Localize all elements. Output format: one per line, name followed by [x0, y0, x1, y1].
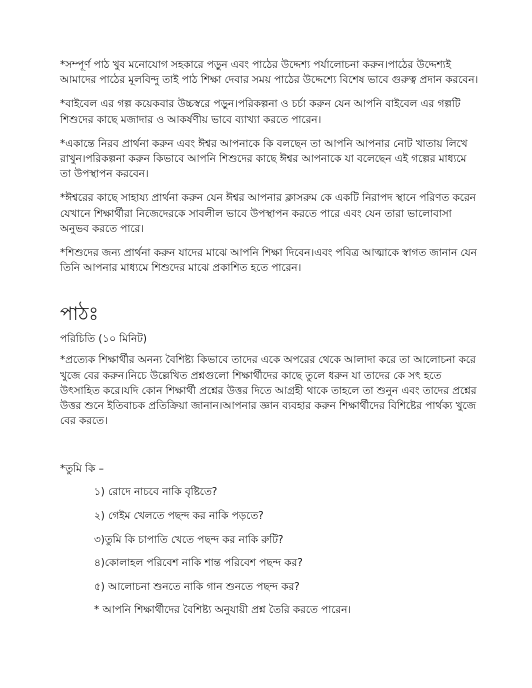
instruction-paragraph: *শিশুদের জন্য প্রার্থনা করুন যাদের মাঝে আপনি শিক্ষা দিবেন।এবং পবিত্র আত্মাকে স্বাগত জানান যেন তিনি আপনার মাধ্যমে শিশুদের মাঝে প্রকাশিত হতে পারেন।: [60, 247, 477, 275]
lesson-heading: পাঠঃ: [60, 303, 99, 326]
questions-intro: *তুমি কি –: [60, 463, 104, 476]
spacer: [60, 438, 480, 462]
document-page: [60, 58, 480, 627]
question-list: [60, 485, 480, 618]
question-item: ৫) আলোচনা শুনতে নাকি গান শুনতে পছন্দ কর?: [94, 580, 300, 593]
instruction-paragraph: *একান্তে নিরব প্রার্থনা করুন এবং ঈশ্বর আপনাকে কি বলছেন তা আপনি আপনার নোট খাতায় লিখে রাখুন।পরিকল্পনা করুন কিভাবে আপনি শিশুদের কাছে ঈশ্বর আপনাকে যা বলেছেন এই গল্পের মাধ্যমে তা উপস্থাপন করবেন।: [60, 137, 468, 181]
intro-title: পরিচিতি (১০ মিনিট): [60, 333, 147, 346]
instruction-paragraph: *বাইবেল এর গল্প কয়েকবার উচ্চস্বরে পড়ুন।পরিকল্পনা ও চর্চা করুন যেন আপনি বাইবেল এর গল্পটি শিশুদের কাছে মজাদার ও আকর্ষণীয় ভাবে ব্যাখ্যা করতে পারেন।: [60, 98, 461, 126]
question-item: ১) রোদে নাচবে নাকি বৃষ্টিতে?: [94, 486, 218, 499]
intro-body: *প্রত্যেক শিক্ষার্থীর অনন্য বৈশিষ্ট্য কিভাবে তাদের একে অপরের থেকে আলাদা করে তা আলোচনা করে খুজে বের করুন।নিচে উল্লেখিত প্রশ্নগুলো শিক্ষার্থীদের কাছে তুলে ধরুন যা তাদের কে সৎ হতে উৎসাহিত করে।যদি কোন শিক্ষার্থী প্রশ্নের উত্তর দিতে আগ্রহী থাকে তাহলে তা শুনুন এবং তাদের প্রশ্নের উত্তর শুনে ইতিবাচক প্রতিক্রিয়া জানান।আপনার জ্ঞান ব্যবহার করুন শিক্ষার্থীদের বিশিষ্টের পার্থক্য খুজে বের করতে।: [60, 354, 477, 428]
instruction-paragraph: *ঈশ্বরের কাছে সাহায্য প্রার্থনা করুন যেন ঈশ্বর আপনার ক্লাসরুম কে একটি নিরাপদ স্থানে পরিণত করেন যেখানে শিক্ষার্থীরা নিজেদেরকে সাবলীল ভাবে উপস্থাপন করতে পারে এবং যেন তারা ভালোবাসা অনুভব করতে পারে।: [60, 192, 476, 235]
question-item: ৩)তুমি কি চাপাতি খেতে পছন্দ কর নাকি রুটি?: [94, 533, 284, 546]
instruction-paragraph: *সম্পূর্ণ পাঠ খুব মনোযোগ সহকারে পড়ুন এবং পাঠের উদ্দেশ্য পর্যালোচনা করুন।পাঠের উদ্দেশ্যই আমাদের পাঠের মূলবিন্দু তাই পাঠ শিক্ষা দেবার সময় পাঠের উদ্দেশ্যে বিশেষ ভাবে গুরুত্ব প্রদান করবেন।: [60, 59, 479, 87]
question-note: * আপনি শিক্ষার্থীদের বৈশিষ্ট্য অনুযায়ী প্রশ্ন তৈরি করতে পারেন।: [94, 604, 352, 617]
question-item: ৪)কোলাহল পরিবেশ নাকি শান্ত পরিবেশ পছন্দ কর?: [94, 557, 303, 570]
question-item: ২) গেইম খেলতে পছন্দ কর নাকি পড়তে?: [94, 510, 264, 523]
